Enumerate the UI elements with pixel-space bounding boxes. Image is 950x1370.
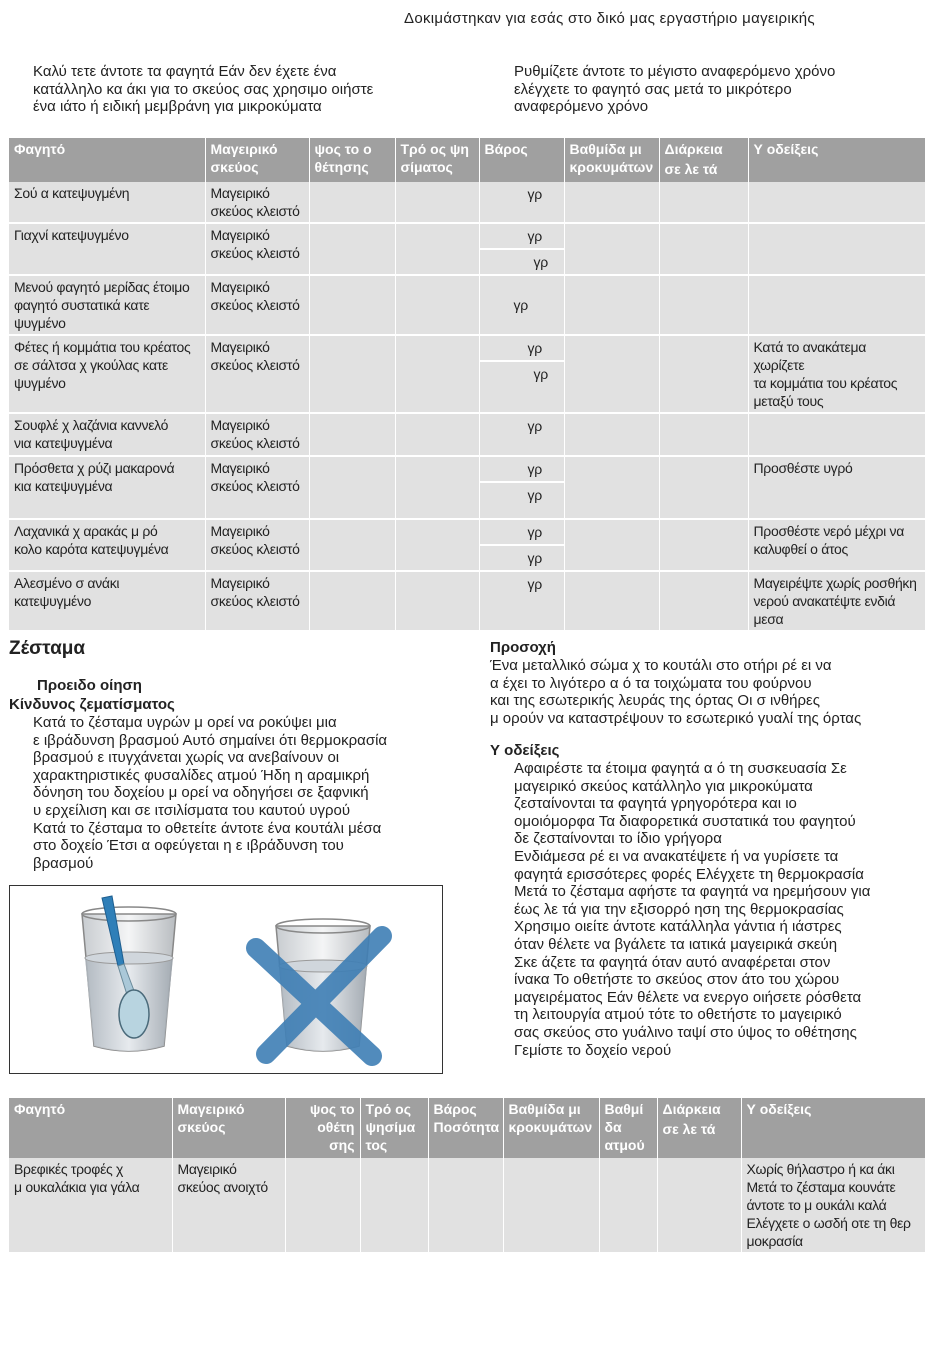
cell-food: Μενού φαγητό μερίδας έτοιμο φαγητό συστατικά κατε ψυγμένο [9,275,205,335]
glass-with-spoon [82,896,176,1051]
cell-vessel: Μαγειρικό σκεύος κλειστό [205,413,309,456]
cell-weight: γρ [479,571,564,631]
cell-weight: γρ γρ [479,519,564,571]
cell-food: Σουφλέ χ λαζάνια καννελό νια κατεψυγμένα [9,413,205,456]
table-row [9,456,925,519]
danger-label: Κίνδυνος ζεματίσματος [9,696,175,713]
col-header-steam: Βαθμί δα ατμού [599,1098,657,1158]
col-header-food: Φαγητό [9,138,205,182]
col-header-weight: Βάρος [479,138,564,182]
hints-title: Υ οδείξεις [490,742,560,759]
table-row [9,335,925,413]
col-header-duration: Διάρκεια σε λε τά [657,1098,741,1158]
cell-vessel: Μαγειρικό σκεύος κλειστό [205,571,309,631]
cell-food: Γιαχνί κατεψυγμένο [9,223,205,275]
col-header-microwave: Βαθμίδα μι κροκυμάτων [503,1098,599,1158]
spoon-glass-figure [9,885,443,1074]
cell-weight: γρ [479,275,564,335]
col-header-microwave: Βαθμίδα μι κροκυμάτων [564,138,659,182]
table-row [9,571,925,631]
cell-notes: Μαγειρέψτε χωρίς ροσθήκη νερού ανακατέψτε ενδιά μεσα [748,571,925,631]
cell-vessel: Μαγειρικό σκεύος κλειστό [205,275,309,335]
table-row [9,275,925,335]
cell-weight: γρ γρ [479,456,564,519]
cell-vessel: Μαγειρικό σκεύος κλειστό [205,223,309,275]
cell-food: Φέτες ή κομμάτια του κρέατος σε σάλτσα χ γκούλας κατε ψυγμένο [9,335,205,413]
caution-text: Ένα μεταλλικό σώμα χ το κουτάλι στο οτήρι ρέ ει να α έχει το λιγότερο α ό τα τοιχώματα του φούρνου και της εσωτερικής λευράς της όρτας Οι σ ινθήρες μ ορούν να καταστρέψουν το εσωτερικό γυαλί της όρτας [490,657,862,727]
cell-vessel: Μαγειρικό σκεύος κλειστό [205,519,309,571]
cell-weight: γρ [479,182,564,223]
intro-right: Ρυθμίζετε άντοτε το μέγιστο αναφερόμενο χρόνο ελέγχετε το φαγητό σας μετά το μικρότερο αναφερόμενο χρόνο [514,63,836,115]
col-header-food: Φαγητό [9,1098,172,1158]
glass-illustration [10,886,442,1073]
table-row [9,1158,925,1253]
table-row [9,413,925,456]
cell-food: Αλεσμένο σ ανάκι κατεψυγμένο [9,571,205,631]
warning-text: Κατά το ζέσταμα υγρών μ ορεί να ροκύψει μια ε ιβράδυνση βρασμού Αυτό σημαίνει ότι θερμοκρασία βρασμού ε ιτυγχάνεται χωρίς να ανεβαίνουν οι χαρακτηριστικές φυσαλίδες ατμού Ήδη η αραμικρή δόνηση του δοχείου μ ορεί να οδηγήσει σε ξαφνική υ ερχείλιση και σε ιτσιλίσματα του καυτού υγρού Κατά το ζέσταμα το οθετείτε άντοτε ένα κουτάλι μέσα στο δοχείο Έτσι α οφεύγεται η ε ιβράδυνση του βρασμού [33,714,388,872]
col-header-weight: Βάρος Ποσότητα [428,1098,503,1158]
col-header-vessel: Μαγειρικό σκεύος [172,1098,285,1158]
cell-food: Βρεφικές τροφές χ μ ουκαλάκια για γάλα [9,1158,172,1253]
col-header-mode: Τρό ος ψησίμα τος [360,1098,428,1158]
cell-vessel: Μαγειρικό σκεύος κλειστό [205,182,309,223]
col-header-mode: Τρό ος ψη σίματος [395,138,479,182]
cell-notes: Κατά το ανακάτεμα χωρίζετε τα κομμάτια του κρέατος μεταξύ τους [748,335,925,413]
table-row [9,223,925,275]
col-header-level: ψος το οθέτη σης [285,1098,360,1158]
cell-weight: γρ γρ [479,335,564,413]
cell-food: Πρόσθετα χ ρύζι μακαρονά κια κατεψυγμένα [9,456,205,519]
intro-left: Καλύ τετε άντοτε τα φαγητά Εάν δεν έχετε ένα κατάλληλο κα άκι για το σκεύος σας χρησιμο οιήστε ένα ιάτο ή ειδική μεμβράνη για μικροκύματα [33,63,374,115]
table-row [9,519,925,571]
cell-food: Λαχανικά χ αρακάς μ ρό κολο καρότα κατεψυγμένα [9,519,205,571]
cell-notes: Χωρίς θήλαστρο ή κα άκι Μετά το ζέσταμα κουνάτε άντοτε το μ ουκάλι καλά Ελέγχετε ο ωσδή οτε τη θερ μοκρασία [741,1158,925,1253]
caution-title: Προσοχή [490,639,556,656]
col-header-duration: Διάρκεια σε λε τά [659,138,748,182]
defrost-cook-table [9,138,926,632]
table-header-row [9,138,925,182]
cell-vessel: Μαγειρικό σκεύος ανοιχτό [172,1158,285,1253]
reheat-table [9,1098,926,1254]
table-header-row [9,1098,925,1158]
cell-weight: γρ γρ [479,223,564,275]
col-header-notes: Υ οδείξεις [748,138,925,182]
cell-food: Σού α κατεψυγμένη [9,182,205,223]
col-header-notes: Υ οδείξεις [741,1098,925,1158]
hints-text: Αφαιρέστε τα έτοιμα φαγητά α ό τη συσκευασία Σε μαγειρικό σκεύος κατάλληλο για μικροκύματα ζεσταίνονται τα φαγητά γρηγορότερα και ιο ομοιόμορφα Τα διαφορετικά συστατικά του φαγητού δε ζεσταίνονται το ίδιο γρήγορα Ενδιάμεσα ρέ ει να ανακατέψετε ή να γυρίσετε τα φαγητά ερισσότερες φορές Ελέγχετε τη θερμοκρασία Μετά το ζέσταμα αφήστε τα φαγητά να ηρεμήσουν για έως λε τά για την εξισορρό ηση της θερμοκρασίας Χρησιμο οιείτε άντοτε κατάλληλα γάντια ή ιάστρες όταν θέλετε να βγάλετε τα ιατικά μαγειρικά σκεύη Σκε άζετε τα φαγητά όταν αυτό αναφέρεται στον ίνακα Το οθετήστε το σκεύος στον άτο του χώρου μαγειρέματος Εάν θέλετε να ενεργο οιήσετε ρόσθετα τη λειτουργία ατμού τότε το οθετήστε το μαγειρικό σας σκεύος στο γυάλινο ταψί στο ύψος το οθέτησης Γεμίστε το δοχείο νερού [514,760,871,1059]
cell-vessel: Μαγειρικό σκεύος κλειστό [205,335,309,413]
section-title: Ζέσταμα [9,638,86,659]
col-header-level: ψος το ο θέτησης [309,138,395,182]
table-row [9,182,925,223]
cell-vessel: Μαγειρικό σκεύος κλειστό [205,456,309,519]
col-header-vessel: Μαγειρικό σκεύος [205,138,309,182]
cell-notes: Προσθέστε νερό μέχρι να καλυφθεί ο άτος [748,519,925,571]
warning-label: Προειδο οίηση [37,677,142,694]
cell-weight: γρ [479,413,564,456]
cell-notes: Προσθέστε υγρό [748,456,925,519]
page-header: Δοκιμάστηκαν για εσάς στο δικό μας εργαστήριο μαγειρικής [404,10,815,27]
